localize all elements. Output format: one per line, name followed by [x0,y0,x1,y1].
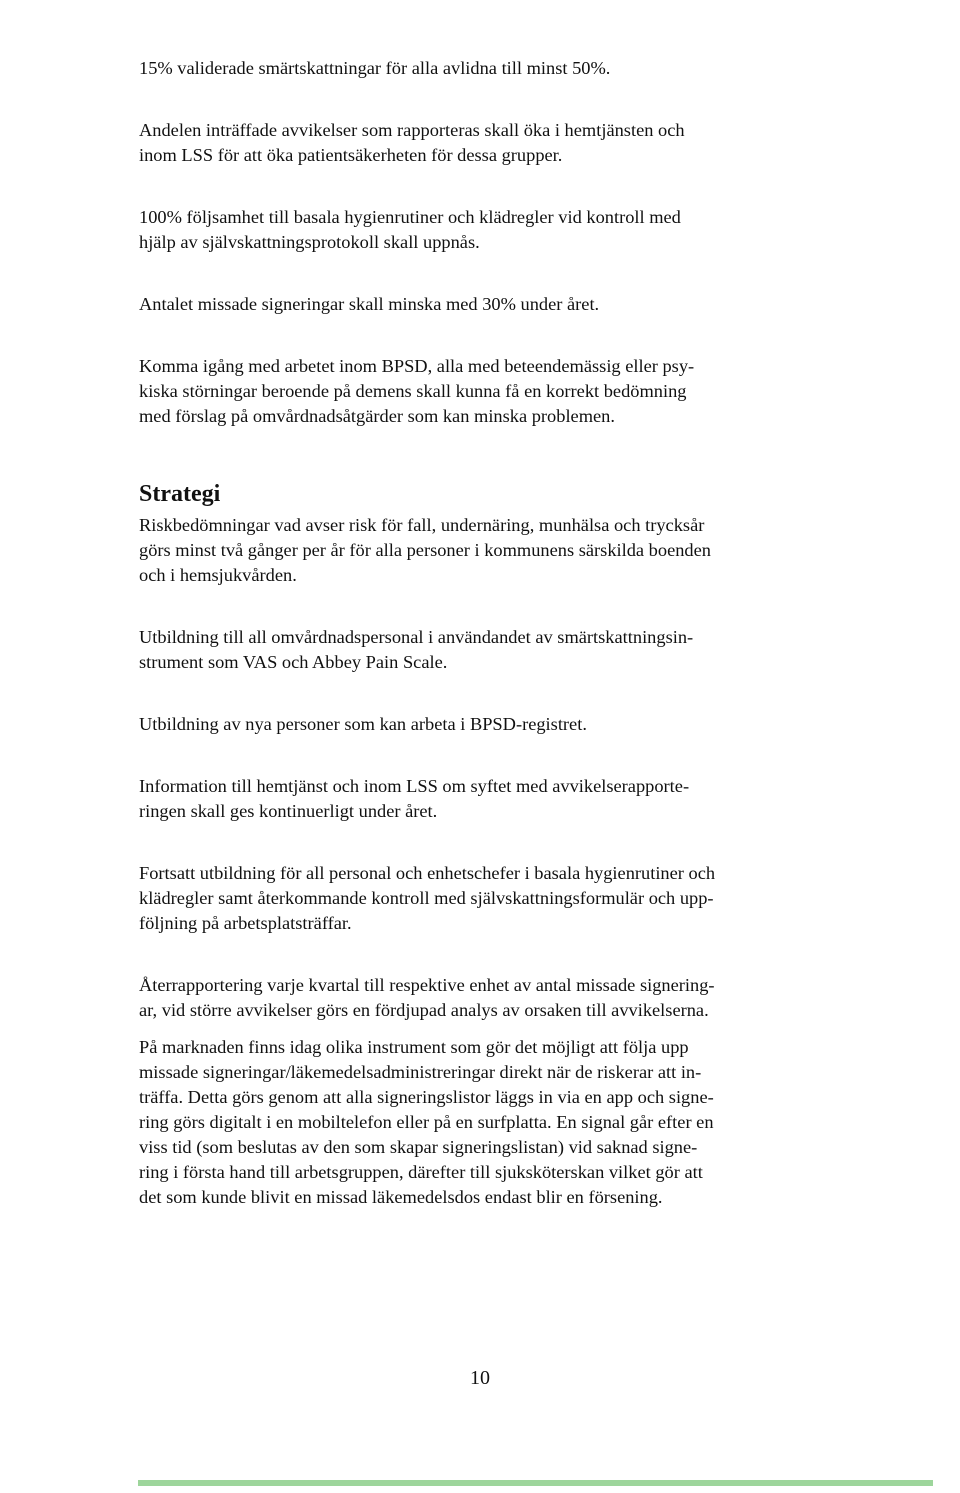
goal-paragraph-4: Antalet missade signeringar skall minska med 30% under året. [139,294,600,314]
strategy-paragraph-6: Återrapportering varje kvartal till respektive enhet av antal missade signering- ar, vid större avvikelser görs en fördjupad analys av orsaken till avvikelserna. [139,975,715,1020]
strategy-heading: Strategi [139,481,221,507]
document-body [139,56,829,1210]
strategy-paragraph-2: Utbildning till all omvårdnadspersonal i användandet av smärtskattningsin- strument som VAS och Abbey Pain Scale. [139,627,694,672]
strategy-paragraph-3: Utbildning av nya personer som kan arbeta i BPSD-registret. [139,714,587,734]
page-number: 10 [470,1367,490,1389]
footer-rule [138,1480,933,1486]
goal-paragraph-2: Andelen inträffade avvikelser som rapporteras skall öka i hemtjänsten och inom LSS för att öka patientsäkerheten för dessa grupper. [139,120,685,165]
goal-paragraph-5: Komma igång med arbetet inom BPSD, alla med beteendemässig eller psy- kiska störningar beroende på demens skall kunna få en korrekt bedömning med förslag på omvårdnadsåtgärder som kan minska problemen. [139,356,695,426]
strategy-paragraph-1: Riskbedömningar vad avser risk för fall, undernäring, munhälsa och trycksår görs minst två gånger per år för alla personer i kommunens särskilda boenden och i hemsjukvården. [139,515,711,585]
strategy-paragraph-5: Fortsatt utbildning för all personal och enhetschefer i basala hygienrutiner och klädregler samt återkommande kontroll med självskattningsformulär och upp- följning på arbetsplatsträffar. [139,863,716,933]
strategy-paragraph-7: På marknaden finns idag olika instrument som gör det möjligt att följa upp missade signeringar/läkemedelsadministreringar direkt när de riskerar att in- träffa. Detta görs genom att alla signeringslistor läggs in via en app och signe- ring görs digitalt i en mobiltelefon eller på en surfplatta. En signal går efter en viss tid (som beslutas av den som skapar signeringslistan) vid saknad signe- ring i första hand till arbetsgruppen, därefter till sjuksköterskan vilket gör att det som kunde blivit en missad läkemedelsdos endast blir en försening. [139,1037,714,1207]
strategy-paragraph-4: Information till hemtjänst och inom LSS om syftet med avvikelserapporte- ringen skall ges kontinuerligt under året. [139,776,690,821]
goal-paragraph-3: 100% följsamhet till basala hygienrutiner och klädregler vid kontroll med hjälp av självskattningsprotokoll skall uppnås. [139,207,681,252]
goal-paragraph-1: 15% validerade smärtskattningar för alla avlidna till minst 50%. [139,58,611,78]
